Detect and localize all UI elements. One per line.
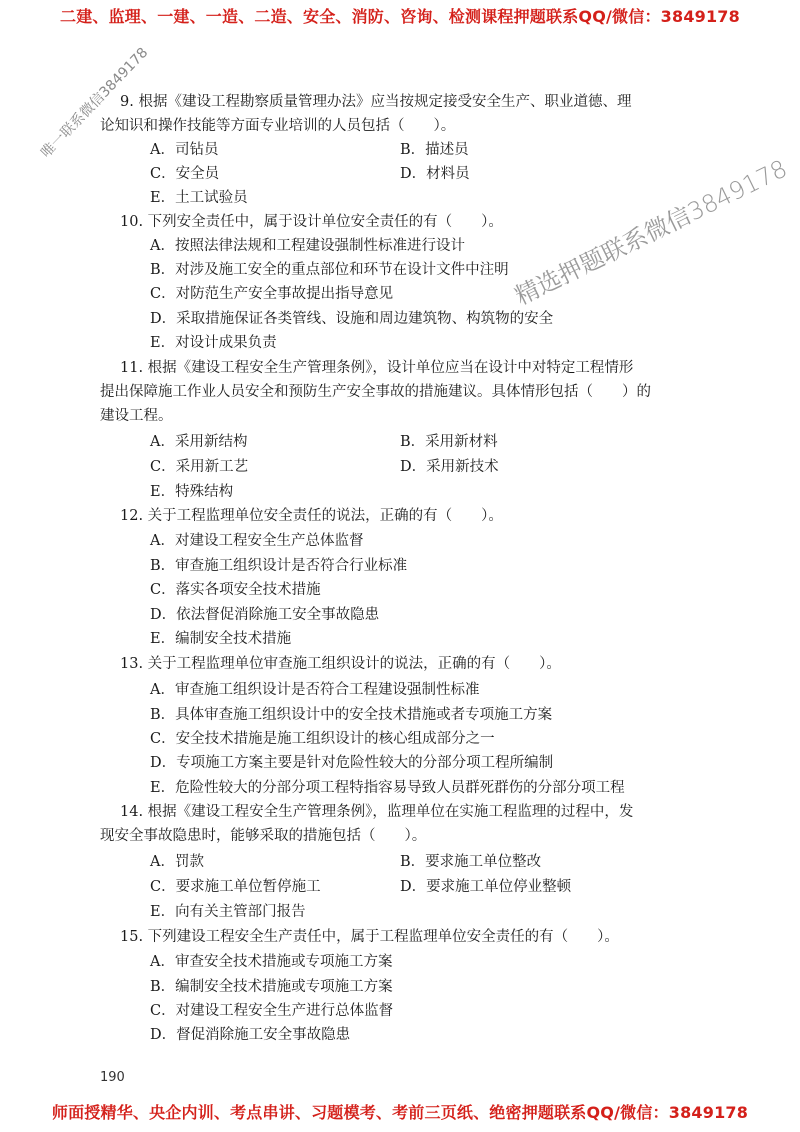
question-12-stem: 12. 关于工程监理单位安全责任的说法，正确的有（ ）。 (120, 508, 503, 524)
question-12-option-c: C．落实各项安全技术措施 (150, 582, 321, 598)
question-10-option-e: E．对设计成果负责 (150, 335, 277, 351)
watermark-right: 精选押题联系微信3849178 (510, 154, 792, 311)
watermark-left: 唯一联系微信3849178 (38, 44, 152, 162)
question-11-option-d: D．采用新技术 (400, 459, 499, 475)
question-12-option-a: A．对建设工程安全生产总体监督 (150, 533, 364, 549)
question-9-stem-line-2: 论知识和操作技能等方面专业培训的人员包括（ ）。 (100, 118, 456, 134)
question-10-stem: 10. 下列安全责任中，属于设计单位安全责任的有（ ）。 (120, 214, 503, 230)
question-9-option-d: D．材料员 (400, 166, 470, 182)
question-11-option-c: C．采用新工艺 (150, 459, 249, 475)
question-10-option-d: D．采取措施保证各类管线、设施和周边建筑物、构筑物的安全 (150, 311, 554, 327)
question-13-option-d: D．专项施工方案主要是针对危险性较大的分部分项工程所编制 (150, 755, 554, 771)
question-12-option-d: D．依法督促消除施工安全事故隐患 (150, 607, 380, 623)
question-15-option-a: A．审查安全技术措施或专项施工方案 (150, 954, 393, 970)
question-10-option-b: B．对涉及施工安全的重点部位和环节在设计文件中注明 (150, 262, 509, 278)
question-14-option-e: E．向有关主管部门报告 (150, 904, 306, 920)
question-9-option-e: E．土工试验员 (150, 190, 248, 206)
question-10-option-c: C．对防范生产安全事故提出指导意见 (150, 286, 394, 302)
question-9-option-a: A．司钻员 (150, 142, 219, 158)
question-9-option-b: B．描述员 (400, 142, 469, 158)
question-14-stem-line-1: 14. 根据《建设工程安全生产管理条例》，监理单位在实施工程监理的过程中，发 (120, 804, 634, 820)
question-12-option-e: E．编制安全技术措施 (150, 631, 292, 647)
question-11-stem-line-1: 11. 根据《建设工程安全生产管理条例》，设计单位应当在设计中对特定工程情形 (120, 360, 634, 376)
question-10-option-a: A．按照法律法规和工程建设强制性标准进行设计 (150, 238, 465, 254)
question-13-stem: 13. 关于工程监理单位审查施工组织设计的说法，正确的有（ ）。 (120, 656, 561, 672)
question-11-stem-line-2: 提出保障施工作业人员安全和预防生产安全事故的措施建议。具体情形包括（ ）的 (100, 384, 651, 400)
question-9-stem-line-1: 9. 根据《建设工程勘察质量管理办法》应当按规定接受安全生产、职业道德、理 (120, 94, 632, 110)
question-11-option-a: A．采用新结构 (150, 434, 248, 450)
question-13-option-c: C．安全技术措施是施工组织设计的核心组成部分之一 (150, 731, 495, 747)
question-11-option-e: E．特殊结构 (150, 484, 234, 500)
question-13-option-b: B．具体审查施工组织设计中的安全技术措施或者专项施工方案 (150, 707, 553, 723)
question-13-option-e: E．危险性较大的分部分项工程特指容易导致人员群死群伤的分部分项工程 (150, 780, 625, 796)
page-number: 190 (100, 1070, 125, 1085)
footer-banner: 师面授精华、央企内训、考点串讲、习题模考、考前三页纸、绝密押题联系QQ/微信：3849178 (51, 1103, 749, 1122)
header-banner: 二建、监理、一建、一造、二造、安全、消防、咨询、检测课程押题联系QQ/微信：3849178 (60, 7, 740, 26)
question-14-option-a: A．罚款 (150, 854, 204, 870)
question-14-option-d: D．要求施工单位停业整顿 (400, 879, 572, 895)
question-15-option-b: B．编制安全技术措施或专项施工方案 (150, 979, 393, 995)
question-11-stem-line-3: 建设工程。 (100, 408, 173, 424)
question-14-stem-line-2: 现安全事故隐患时，能够采取的措施包括（ ）。 (100, 828, 427, 844)
question-13-option-a: A．审查施工组织设计是否符合工程建设强制性标准 (150, 682, 480, 698)
question-11-option-b: B．采用新材料 (400, 434, 498, 450)
question-15-stem: 15. 下列建设工程安全生产责任中，属于工程监理单位安全责任的有（ ）。 (120, 929, 619, 945)
question-15-option-c: C．对建设工程安全生产进行总体监督 (150, 1003, 394, 1019)
question-14-option-c: C．要求施工单位暂停施工 (150, 879, 321, 895)
question-15-option-d: D．督促消除施工安全事故隐患 (150, 1027, 351, 1043)
question-14-option-b: B．要求施工单位整改 (400, 854, 542, 870)
question-12-option-b: B．审查施工组织设计是否符合行业标准 (150, 558, 408, 574)
question-9-option-c: C．安全员 (150, 166, 220, 182)
